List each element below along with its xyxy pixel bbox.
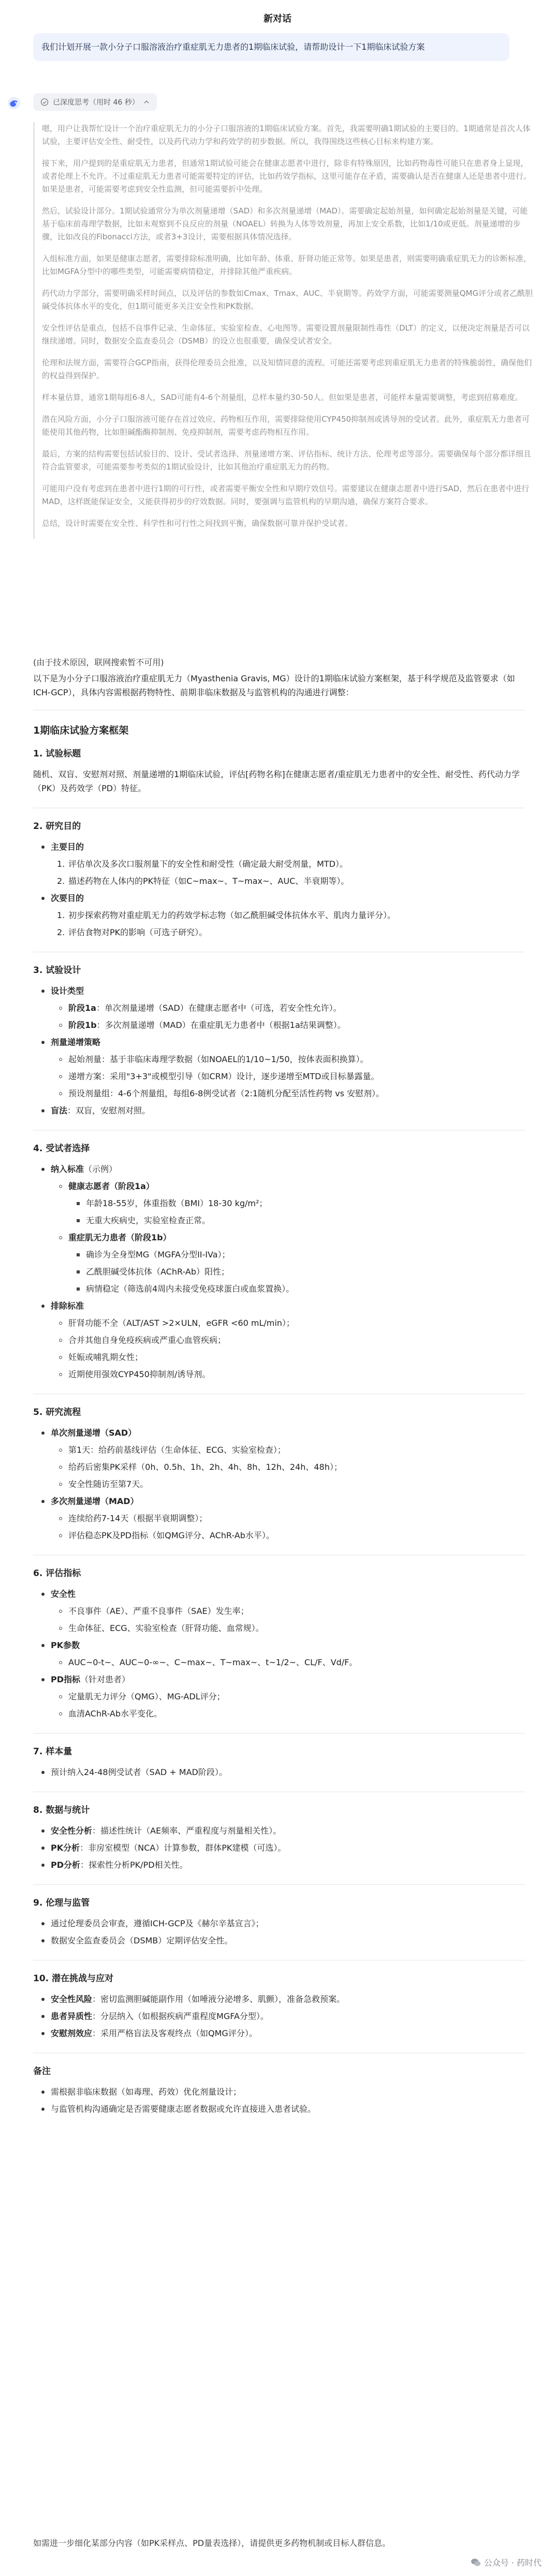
list-item: 预计纳入24-48例受试者（SAD + MAD阶段）。	[33, 1765, 525, 1779]
list-item: 通过伦理委员会审查，遵循ICH-GCP及《赫尔辛基宣言》；	[33, 1916, 525, 1930]
answer-intro: 以下是为小分子口服溶液治疗重症肌无力（Myasthenia Gravis, MG）设计的1期临床试验方案框架，基于科学规范及监管要求（如ICH-GCP），具体内容需根据药物特性、前期非临床数据及与监管机构的沟通进行调整：	[33, 674, 515, 697]
section-5	[33, 1406, 525, 1542]
section-title: 6. 评估指标	[33, 1568, 81, 1579]
section-7	[33, 1745, 525, 1779]
list-item: 多次剂量递增（MAD） 连续给药7-14天（根据半衰期调整）； 评估稳态PK及PD指标（如QMG评分、AChR-Ab水平）。	[33, 1494, 525, 1542]
list-item: 年龄18-55岁，体重指数（BMI）18-30 kg/m²；	[68, 1196, 525, 1210]
section-3	[33, 964, 525, 1118]
list-text: 评估食物对PK的影响（可选子研究）。	[68, 927, 208, 937]
list-item: 不良事件（AE）、严重不良事件（SAE）发生率；	[51, 1604, 525, 1618]
thinking-paragraph: 总结，设计时需要在安全性、科学性和可行性之间找到平衡，确保数据可靠并保护受试者。	[42, 519, 353, 528]
thinking-paragraph: 然后，试验设计部分。1期试验通常分为单次剂量递增（SAD）和多次剂量递增（MAD）。需要确定起始剂量，如何确定起始剂量是关键，可能基于临床前毒理学数据，比如未观察到不良反应的剂量（NOAEL）转换为人体等效剂量，再加上安全系数，比如1/10或更低。剂量递增的步骤，比如改良的Fibonacci方法，或者3+3设计，需要根据具体情况选择。	[42, 206, 528, 241]
list-item: 病情稳定（筛选前4周内未接受免疫球蛋白或血浆置换）。	[68, 1282, 525, 1296]
section-1	[33, 747, 525, 795]
list-item: 起始剂量：基于非临床毒理学数据（如NOAEL的1/10~1/50，按体表面积换算）。	[51, 1052, 525, 1066]
divider	[33, 1884, 525, 1885]
list-item: 连续给药7-14天（根据半衰期调整）；	[51, 1511, 525, 1525]
section-title: 10. 潜在挑战与应对	[33, 1973, 114, 1984]
list-item: 肝肾功能不全（ALT/AST >2×ULN，eGFR <60 mL/min）；	[51, 1316, 525, 1330]
list-item: 定量肌无力评分（QMG）、MG-ADL评分；	[51, 1690, 525, 1704]
list-item: PK分析：非房室模型（NCA）计算参数，群体PK建模（可选）。	[33, 1841, 525, 1855]
list-item: 安慰剂效应：采用严格盲法及客观终点（如QMG评分）。	[33, 2026, 525, 2040]
answer-main-title: 1期临床试验方案框架	[33, 725, 129, 736]
section-title: 8. 数据与统计	[33, 1805, 90, 1815]
watermark	[471, 2556, 542, 2568]
list-item: 第1天：给药前基线评估（生命体征、ECG、实验室检查）；	[51, 1443, 525, 1457]
list-item: 1. 初步探索药物对重症肌无力的药效学标志物（如乙酰胆碱受体抗体水平、肌肉力量评分）。	[57, 910, 396, 920]
section-8	[33, 1804, 525, 1872]
thinking-paragraph: 接下来，用户提到的是重症肌无力患者，但通常1期试验可能会在健康志愿者中进行，除非有特殊原因，比如药物毒性可能只在患者身上显现，或者伦理上不允许。不过重症肌无力患者可能需要特定的评估，比如药效学指标，这里可能存在矛盾，需要确认是否在健康人还是患者中进行。如果是患者，可能需要考虑到安全性监测，但可能需要折中处理。	[42, 159, 532, 194]
section-title: 4. 受试者选择	[33, 1143, 90, 1154]
list-item: 排除标准 肝肾功能不全（ALT/AST >2×ULN，eGFR <60 mL/min）； 合并其他自身免疫疾病或严重心血管疾病； 妊娠或哺乳期女性； 近期使用强效CYP450抑制剂/诱导剂。	[33, 1299, 525, 1381]
list-item: 数据安全监查委员会（DSMB）定期评估安全性。	[33, 1934, 525, 1948]
list-text: 评估单次及多次口服剂量下的安全性和耐受性（确定最大耐受剂量，MTD）。	[68, 859, 348, 869]
list-item: 安全性分析：描述性统计（AE频率、严重程度与剂量相关性）。	[33, 1824, 525, 1838]
list-item	[33, 840, 525, 888]
thinking-content	[33, 122, 534, 539]
list-item: 无重大疾病史，实验室检查正常。	[68, 1213, 525, 1227]
list-item: 2. 评估食物对PK的影响（可选子研究）。	[57, 927, 208, 937]
notes-section	[33, 2065, 525, 2116]
list-item: PD指标（针对患者） 定量肌无力评分（QMG）、MG-ADL评分； 血清AChR-Ab水平变化。	[33, 1672, 525, 1721]
list-item: 阶段1a：单次剂量递增（SAD）在健康志愿者中（可选，若安全性允许）。	[51, 1001, 525, 1015]
search-unavailable-note: (由于技术原因，联网搜索暂不可用)	[33, 657, 164, 667]
list-item: 评估稳态PK及PD指标（如QMG评分、AChR-Ab水平）。	[51, 1528, 525, 1542]
section-text: 随机、双盲、安慰剂对照、剂量递增的1期临床试验，评估[药物名称]在健康志愿者/重症肌无力患者中的安全性、耐受性、药代动力学（PK）及药效学（PD）特征。	[33, 769, 520, 793]
list-item: 安全性随访至第7天。	[51, 1477, 525, 1491]
list-item: 盲法：双盲，安慰剂对照。	[33, 1104, 525, 1118]
list-item: 妊娠或哺乳期女性；	[51, 1350, 525, 1364]
section-title: 3. 试验设计	[33, 965, 81, 976]
list-heading: 设计类型	[51, 986, 84, 996]
list-item: AUC~0-t~、AUC~0-∞~、C~max~、T~max~、t~1/2~、CL/F、Vd/F。	[51, 1655, 525, 1669]
user-message-bubble: 我们计划开展一款小分子口服溶液治疗重症肌无力患者的1期临床试验，请帮助设计一下1期临床试验方案	[33, 33, 509, 61]
thinking-paragraph: 嗯，用户让我帮忙设计一个治疗重症肌无力的小分子口服溶液的1期临床试验方案。首先，我需要明确1期试验的主要目的。1期通常是首次人体试验，主要评估安全性、耐受性，以及药代动力学和药效学的初步数据。所以，我得围绕这些核心目标来构建方案。	[42, 124, 531, 146]
list-item: 单次剂量递增（SAD） 第1天：给药前基线评估（生命体征、ECG、实验室检查）； 给药后密集PK采样（0h、0.5h、1h、2h、4h、8h、12h、24h、48h）； 安全性随访至第7天。	[33, 1426, 525, 1491]
list-item: PD分析：探索性分析PK/PD相关性。	[33, 1858, 525, 1872]
thinking-paragraph: 潜在风险方面，小分子口服溶液可能存在首过效应、药物相互作用，需要排除使用CYP450抑制剂或诱导剂的受试者。此外，重症肌无力患者可能使用其他药物，比如胆碱酯酶抑制剂、免疫抑制剂，需要考虑药物相互作用。	[42, 414, 530, 437]
list-text: 初步探索药物对重症肌无力的药效学标志物（如乙酰胆碱受体抗体水平、肌肉力量评分）。	[68, 910, 396, 920]
section-title: 9. 伦理与监管	[33, 1898, 90, 1908]
thinking-toggle[interactable]	[33, 93, 157, 111]
list-item: 血清AChR-Ab水平变化。	[51, 1707, 525, 1721]
thinking-paragraph: 安全性评估是重点，包括不良事件记录、生命体征、实验室检查、心电图等。需要设置剂量限制性毒性（DLT）的定义，以便决定剂量是否可以继续递增。同时，数据安全监查委员会（DSMB）的设立也很重要，确保受试者安全。	[42, 323, 530, 346]
list-item: 安全性 不良事件（AE）、严重不良事件（SAE）发生率； 生命体征、ECG、实验室检查（肝肾功能、血常规）。	[33, 1587, 525, 1635]
watermark-text: 公众号 · 药时代	[484, 2558, 542, 2568]
list-item: 患者异质性：分层纳入（如根据疾病严重程度MGFA分型）。	[33, 2009, 525, 2023]
thinking-paragraph: 药代动力学部分，需要明确采样时间点，以及评估的参数如Cmax、Tmax、AUC、半衰期等。药效学方面，可能需要测量QMG评分或者乙酰胆碱受体抗体水平的变化，但1期可能更多关注安全性和PK数据。	[42, 289, 533, 311]
thinking-paragraph: 伦理和法规方面，需要符合GCP指南，获得伦理委员会批准，以及知情同意的流程。可能还需要考虑到重症肌无力患者的特殊脆弱性，确保他们的权益得到保护。	[42, 358, 532, 380]
list-item: 需根据非临床数据（如毒理、药效）优化剂量设计；	[33, 2085, 525, 2099]
list-heading: 次要目的	[51, 893, 84, 903]
list-item: 生命体征、ECG、实验室检查（肝肾功能、血常规）。	[51, 1621, 525, 1635]
thinking-paragraph: 最后，方案的结构需要包括试验目的、设计、受试者选择、剂量递增方案、评估指标、统计方法、伦理考虑等部分。需要确保每个部分都详细且符合监管要求，可能需要参考类似的1期试验设计，比如其他治疗重症肌无力的药物。	[42, 449, 532, 471]
list-item: 预设剂量组：4-6个剂量组，每组6-8例受试者（2:1随机分配至活性药物 vs 安慰剂）。	[51, 1086, 525, 1100]
conversation-title: 新对话	[264, 13, 291, 24]
section-title: 1. 试验标题	[33, 749, 81, 759]
list-item: 乙酰胆碱受体抗体（AChR-Ab）阳性；	[68, 1265, 525, 1279]
section-title: 7. 样本量	[33, 1747, 72, 1757]
thinking-label: 已深度思考（用时 46 秒）	[53, 98, 139, 107]
list-item: 安全性风险：密切监测胆碱能副作用（如唾液分泌增多、肌颤），准备急救预案。	[33, 1992, 525, 2006]
list-item	[33, 1035, 525, 1100]
section-title: 5. 研究流程	[33, 1407, 81, 1418]
list-item: 确诊为全身型MG（MGFA分型II-IVa）；	[68, 1248, 525, 1262]
section-title: 2. 研究目的	[33, 821, 81, 832]
list-item: 1. 评估单次及多次口服剂量下的安全性和耐受性（确定最大耐受剂量，MTD）。	[57, 859, 348, 869]
section-2	[33, 820, 525, 939]
list-text: 描述药物在人体内的PK特征（如C~max~、T~max~、AUC、半衰期等）。	[68, 876, 349, 886]
list-item: 近期使用强效CYP450抑制剂/诱导剂。	[51, 1367, 525, 1381]
thinking-icon	[40, 98, 49, 106]
list-item	[33, 984, 525, 1032]
list-item	[33, 891, 525, 939]
list-item: 纳入标准（示例） 健康志愿者（阶段1a） 年龄18-55岁，体重指数（BMI）18-30 kg/m²； 无重大疾病史，实验室检查正常。 重症肌无力患者（阶段1b） 确诊为全身型MG（MGFA分型II-IVa）； 乙酰胆碱受体抗体（AChR-Ab）阳性； 病情稳定（筛选前4周内未接受免疫球蛋白或血浆置换）。	[33, 1162, 525, 1296]
list-item: 健康志愿者（阶段1a） 年龄18-55岁，体重指数（BMI）18-30 kg/m²； 无重大疾病史，实验室检查正常。	[51, 1179, 525, 1227]
list-heading: 剂量递增策略	[51, 1037, 101, 1047]
section-4	[33, 1142, 525, 1381]
list-item: 重症肌无力患者（阶段1b） 确诊为全身型MG（MGFA分型II-IVa）； 乙酰胆碱受体抗体（AChR-Ab）阳性； 病情稳定（筛选前4周内未接受免疫球蛋白或血浆置换）。	[51, 1230, 525, 1296]
list-item: 合并其他自身免疫疾病或严重心血管疾病；	[51, 1333, 525, 1347]
list-item: 与监管机构沟通确定是否需要健康志愿者数据或允许直接进入患者试验。	[33, 2102, 525, 2116]
thinking-paragraph: 入组标准方面，如果是健康志愿者，需要排除标准明确，比如年龄、体重、肝肾功能正常等。如果是患者，则需要明确重症肌无力的诊断标准，比如MGFA分型中的哪些类型，可能需要病情稳定，并排除其他严重疾病。	[42, 254, 532, 276]
list-item: 递增方案：采用"3+3"或模型引导（如CRM）设计，逐步递增至MTD或目标暴露量。	[51, 1069, 525, 1083]
list-item: 给药后密集PK采样（0h、0.5h、1h、2h、4h、8h、12h、24h、48h）；	[51, 1460, 525, 1474]
wechat-icon	[471, 2558, 481, 2567]
closing-text: 如需进一步细化某部分内容（如PK采样点、PD量表选择），请提供更多药物机制或目标人群信息。	[33, 2538, 391, 2548]
list-item: 2. 描述药物在人体内的PK特征（如C~max~、T~max~、AUC、半衰期等）。	[57, 876, 349, 886]
section-title: 备注	[33, 2066, 51, 2077]
list-heading: 主要目的	[51, 842, 84, 852]
divider	[33, 1733, 525, 1734]
list-item: 阶段1b：多次剂量递增（MAD）在重症肌无力患者中（根据1a结果调整）。	[51, 1018, 525, 1032]
section-9	[33, 1896, 525, 1948]
thinking-paragraph: 可能用户没有考虑到在患者中进行1期的可行性，或者需要平衡安全性和早期疗效信号。需要建议在健康志愿者中进行SAD，然后在患者中进行MAD，这样既能保证安全，又能获得初步的疗效数据。同时，要强调与监管机构的早期沟通，确保方案符合要求。	[42, 484, 530, 506]
list-item: PK参数 AUC~0-t~、AUC~0-∞~、C~max~、T~max~、t~1/2~、CL/F、Vd/F。	[33, 1638, 525, 1669]
section-10	[33, 1972, 525, 2040]
chevron-up-icon	[143, 99, 150, 105]
thinking-paragraph: 样本量估算，通常1期每组6-8人，SAD可能有4-6个剂量组，总样本量约30-50人。但如果是患者，可能样本量需要调整，考虑到招募难度。	[42, 393, 523, 402]
assistant-logo-icon	[7, 96, 21, 110]
assistant-answer	[33, 671, 525, 2128]
section-6	[33, 1567, 525, 1721]
